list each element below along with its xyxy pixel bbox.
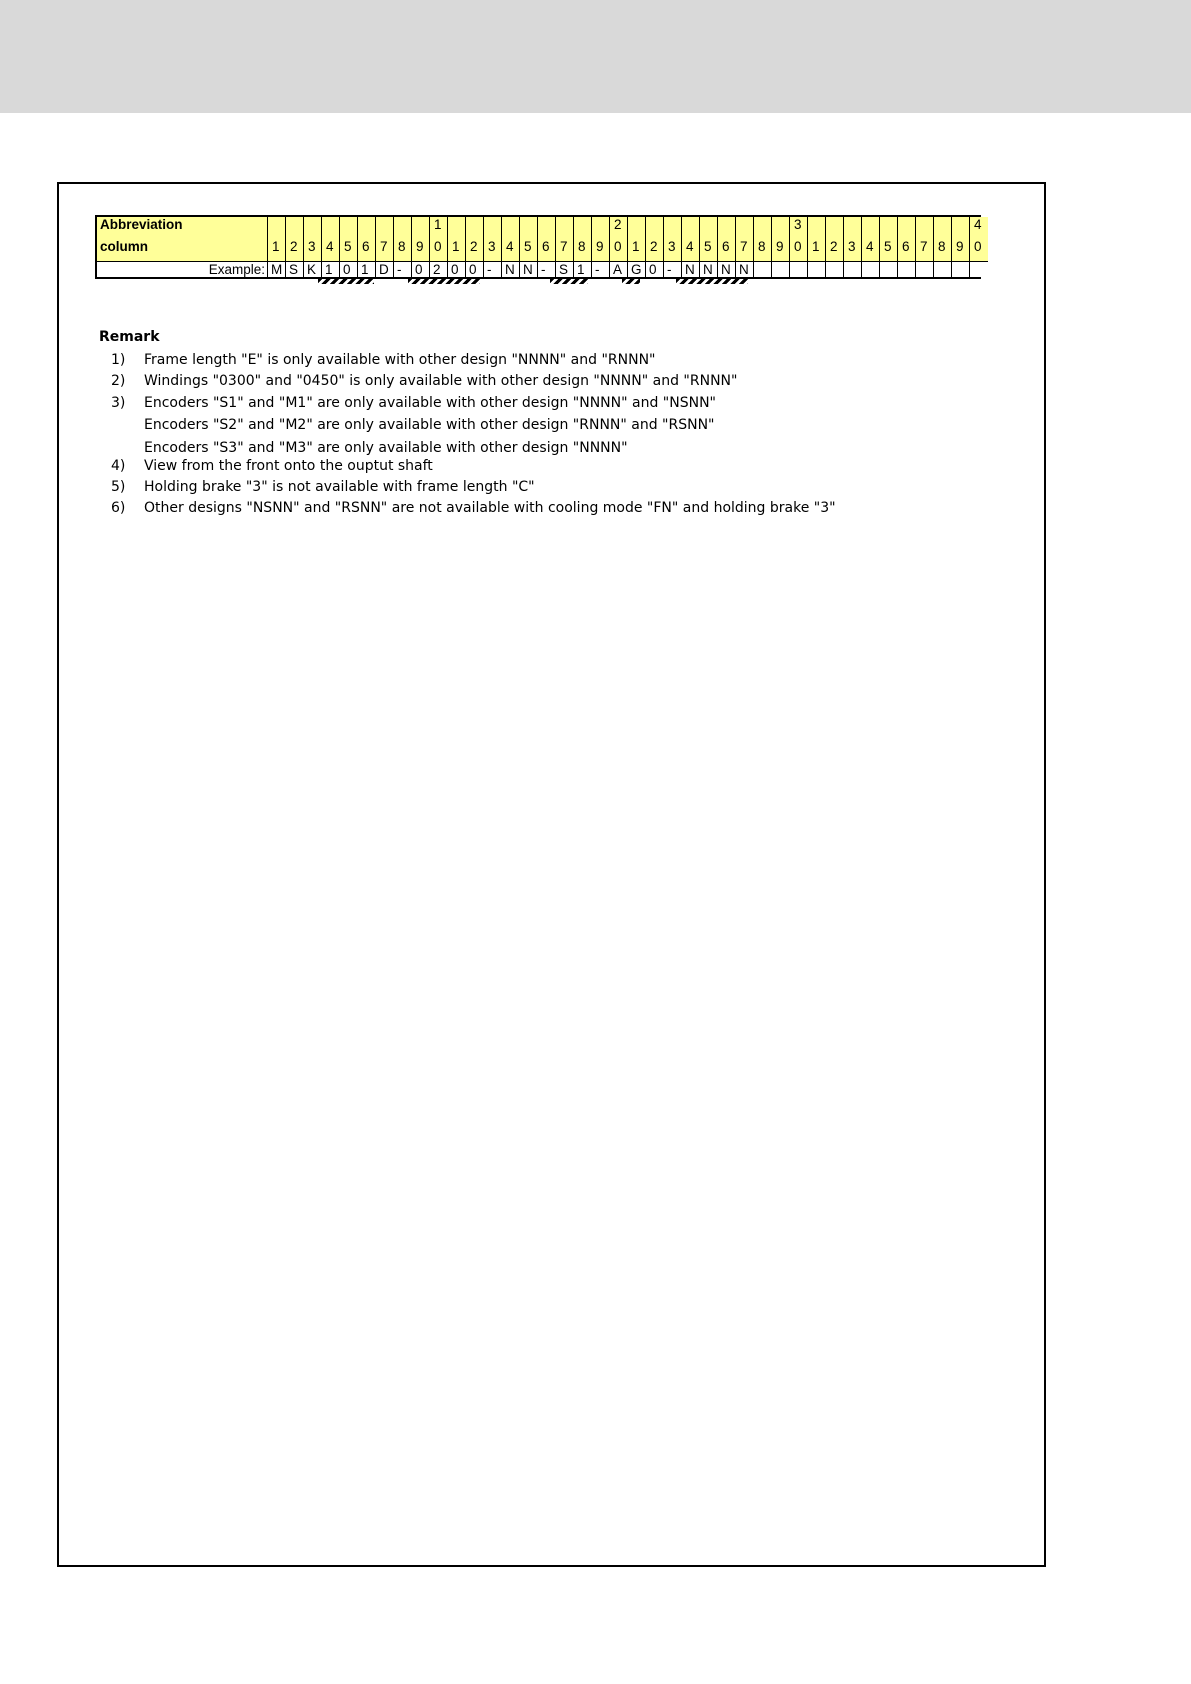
remark-text: Encoders "S3" and "M3" are only available with other design "NNNN" bbox=[144, 440, 628, 456]
column-units-digit: 2 bbox=[290, 239, 298, 254]
column-units-digit: 4 bbox=[866, 239, 874, 254]
example-code-cell bbox=[880, 261, 898, 277]
column-number-cell bbox=[754, 217, 772, 261]
column-units-digit: 7 bbox=[740, 239, 748, 254]
remark-number: 1) bbox=[111, 352, 126, 368]
remark-number: 3) bbox=[111, 395, 126, 411]
column-units-digit: 7 bbox=[380, 239, 388, 254]
column-units-digit: 8 bbox=[398, 239, 406, 254]
column-number-cell bbox=[592, 217, 610, 261]
column-units-digit: 8 bbox=[758, 239, 766, 254]
column-units-digit: 1 bbox=[452, 239, 460, 254]
remark-number: 6) bbox=[111, 500, 126, 516]
column-number-cell bbox=[412, 217, 430, 261]
example-code-cell: N bbox=[700, 261, 718, 277]
example-code-cell bbox=[772, 261, 790, 277]
example-code-cell bbox=[934, 261, 952, 277]
example-code-cell: 0 bbox=[448, 261, 466, 277]
example-code-cell: 0 bbox=[412, 261, 430, 277]
column-number-cell bbox=[466, 217, 484, 261]
column-units-digit: 7 bbox=[560, 239, 568, 254]
column-number-cell bbox=[952, 217, 970, 261]
example-code-cell: - bbox=[484, 261, 502, 277]
column-number-cell bbox=[340, 217, 358, 261]
column-number-cell bbox=[880, 217, 898, 261]
column-number-cell bbox=[718, 217, 736, 261]
remark-text: Windings "0300" and "0450" is only available with other design "NNNN" and "RNNN" bbox=[144, 373, 738, 389]
column-number-cell bbox=[628, 217, 646, 261]
column-number-cell bbox=[574, 217, 592, 261]
example-code-cell bbox=[916, 261, 934, 277]
column-number-cell bbox=[358, 217, 376, 261]
example-code-cell: N bbox=[682, 261, 700, 277]
example-code-cell: - bbox=[664, 261, 682, 277]
example-code-cell bbox=[790, 261, 808, 277]
example-code-cell: N bbox=[718, 261, 736, 277]
column-label: column bbox=[100, 239, 149, 254]
column-units-digit: 1 bbox=[812, 239, 820, 254]
column-units-digit: 0 bbox=[794, 239, 802, 254]
column-number-cell bbox=[268, 217, 286, 261]
column-number-cell bbox=[610, 217, 628, 261]
hatch-mark bbox=[622, 279, 640, 284]
example-code-cell: 0 bbox=[646, 261, 664, 277]
example-code-cell: N bbox=[502, 261, 520, 277]
abbreviation-label: Abbreviation bbox=[100, 217, 183, 232]
example-code-cell bbox=[970, 261, 988, 277]
column-units-digit: 0 bbox=[974, 239, 982, 254]
example-code-cell bbox=[898, 261, 916, 277]
column-number-cell bbox=[484, 217, 502, 261]
example-code-cell bbox=[826, 261, 844, 277]
column-units-digit: 3 bbox=[488, 239, 496, 254]
example-code-cell: N bbox=[520, 261, 538, 277]
column-units-digit: 0 bbox=[614, 239, 622, 254]
type-code-table bbox=[95, 215, 981, 279]
column-number-cell bbox=[538, 217, 556, 261]
column-units-digit: 0 bbox=[434, 239, 442, 254]
column-units-digit: 6 bbox=[362, 239, 370, 254]
example-code-cell bbox=[808, 261, 826, 277]
example-code-cell bbox=[844, 261, 862, 277]
column-number-cell bbox=[322, 217, 340, 261]
column-tens-digit: 2 bbox=[614, 217, 622, 232]
column-units-digit: 4 bbox=[506, 239, 514, 254]
column-units-digit: 9 bbox=[956, 239, 964, 254]
example-code-cell: K bbox=[304, 261, 322, 277]
column-number-cell bbox=[700, 217, 718, 261]
example-code-cell: N bbox=[736, 261, 754, 277]
header-band bbox=[0, 0, 1191, 113]
remark-number: 4) bbox=[111, 458, 126, 474]
example-code-cell: 2 bbox=[430, 261, 448, 277]
remark-number: 2) bbox=[111, 373, 126, 389]
example-code-cell: - bbox=[394, 261, 412, 277]
hatch-mark bbox=[676, 279, 748, 284]
column-number-cell bbox=[898, 217, 916, 261]
column-number-cell bbox=[430, 217, 448, 261]
column-number-cell bbox=[664, 217, 682, 261]
remark-text: Encoders "S2" and "M2" are only available with other design "RNNN" and "RSNN" bbox=[144, 417, 715, 433]
column-units-digit: 9 bbox=[596, 239, 604, 254]
remark-title: Remark bbox=[99, 329, 160, 345]
example-code-cell: 1 bbox=[322, 261, 340, 277]
column-number-cell bbox=[736, 217, 754, 261]
column-number-cell bbox=[790, 217, 808, 261]
column-number-cell bbox=[394, 217, 412, 261]
column-units-digit: 9 bbox=[776, 239, 784, 254]
column-units-digit: 8 bbox=[578, 239, 586, 254]
column-units-digit: 4 bbox=[686, 239, 694, 254]
example-code-cell: - bbox=[592, 261, 610, 277]
column-units-digit: 2 bbox=[470, 239, 478, 254]
column-units-digit: 1 bbox=[632, 239, 640, 254]
example-code-cell: M bbox=[268, 261, 286, 277]
column-number-cell bbox=[862, 217, 880, 261]
column-units-digit: 6 bbox=[902, 239, 910, 254]
column-number-cell bbox=[772, 217, 790, 261]
hatch-mark bbox=[408, 279, 480, 284]
remark-text: Frame length "E" is only available with other design "NNNN" and "RNNN" bbox=[144, 352, 656, 368]
column-tens-digit: 1 bbox=[434, 217, 442, 232]
column-units-digit: 2 bbox=[650, 239, 658, 254]
example-code-cell: 0 bbox=[466, 261, 484, 277]
page-frame bbox=[57, 182, 1046, 1567]
example-code-cell bbox=[952, 261, 970, 277]
remark-text: Holding brake "3" is not available with frame length "C" bbox=[144, 479, 535, 495]
column-number-cell bbox=[520, 217, 538, 261]
column-number-cell bbox=[844, 217, 862, 261]
column-units-digit: 6 bbox=[722, 239, 730, 254]
column-units-digit: 5 bbox=[524, 239, 532, 254]
abbreviation-column-header bbox=[97, 217, 268, 261]
hatch-mark bbox=[318, 279, 374, 284]
column-units-digit: 8 bbox=[938, 239, 946, 254]
column-number-cell bbox=[826, 217, 844, 261]
column-number-cell bbox=[682, 217, 700, 261]
example-code-cell: - bbox=[538, 261, 556, 277]
column-number-cell bbox=[556, 217, 574, 261]
column-units-digit: 5 bbox=[704, 239, 712, 254]
column-number-cell bbox=[502, 217, 520, 261]
column-number-cell bbox=[916, 217, 934, 261]
column-units-digit: 7 bbox=[920, 239, 928, 254]
column-units-digit: 2 bbox=[830, 239, 838, 254]
remark-text: View from the front onto the ouptut shaft bbox=[144, 458, 433, 474]
example-code-cell: A bbox=[610, 261, 628, 277]
column-number-cell bbox=[376, 217, 394, 261]
remark-text: Encoders "S1" and "M1" are only available with other design "NNNN" and "NSNN" bbox=[144, 395, 716, 411]
column-units-digit: 3 bbox=[668, 239, 676, 254]
example-code-cell: 1 bbox=[574, 261, 592, 277]
column-units-digit: 6 bbox=[542, 239, 550, 254]
example-code-cell bbox=[862, 261, 880, 277]
example-code-cell bbox=[754, 261, 772, 277]
remark-text: Other designs "NSNN" and "RSNN" are not available with cooling mode "FN" and holding brake "3" bbox=[144, 500, 836, 516]
column-units-digit: 1 bbox=[272, 239, 280, 254]
column-units-digit: 3 bbox=[308, 239, 316, 254]
example-code-cell: 1 bbox=[358, 261, 376, 277]
column-number-cell bbox=[646, 217, 664, 261]
column-number-cell bbox=[304, 217, 322, 261]
column-tens-digit: 4 bbox=[974, 217, 982, 232]
example-code-cell: G bbox=[628, 261, 646, 277]
column-units-digit: 9 bbox=[416, 239, 424, 254]
column-units-digit: 3 bbox=[848, 239, 856, 254]
column-number-cell bbox=[286, 217, 304, 261]
column-units-digit: 5 bbox=[884, 239, 892, 254]
example-code-cell: S bbox=[556, 261, 574, 277]
remark-number: 5) bbox=[111, 479, 126, 495]
column-units-digit: 4 bbox=[326, 239, 334, 254]
column-units-digit: 5 bbox=[344, 239, 352, 254]
example-code-cell: 0 bbox=[340, 261, 358, 277]
column-number-cell bbox=[970, 217, 988, 261]
example-code-cell: S bbox=[286, 261, 304, 277]
column-number-cell bbox=[808, 217, 826, 261]
hatch-mark bbox=[550, 279, 588, 284]
example-label: Example: bbox=[97, 261, 268, 277]
column-number-cell bbox=[448, 217, 466, 261]
column-number-cell bbox=[934, 217, 952, 261]
example-code-cell: D bbox=[376, 261, 394, 277]
column-tens-digit: 3 bbox=[794, 217, 802, 232]
